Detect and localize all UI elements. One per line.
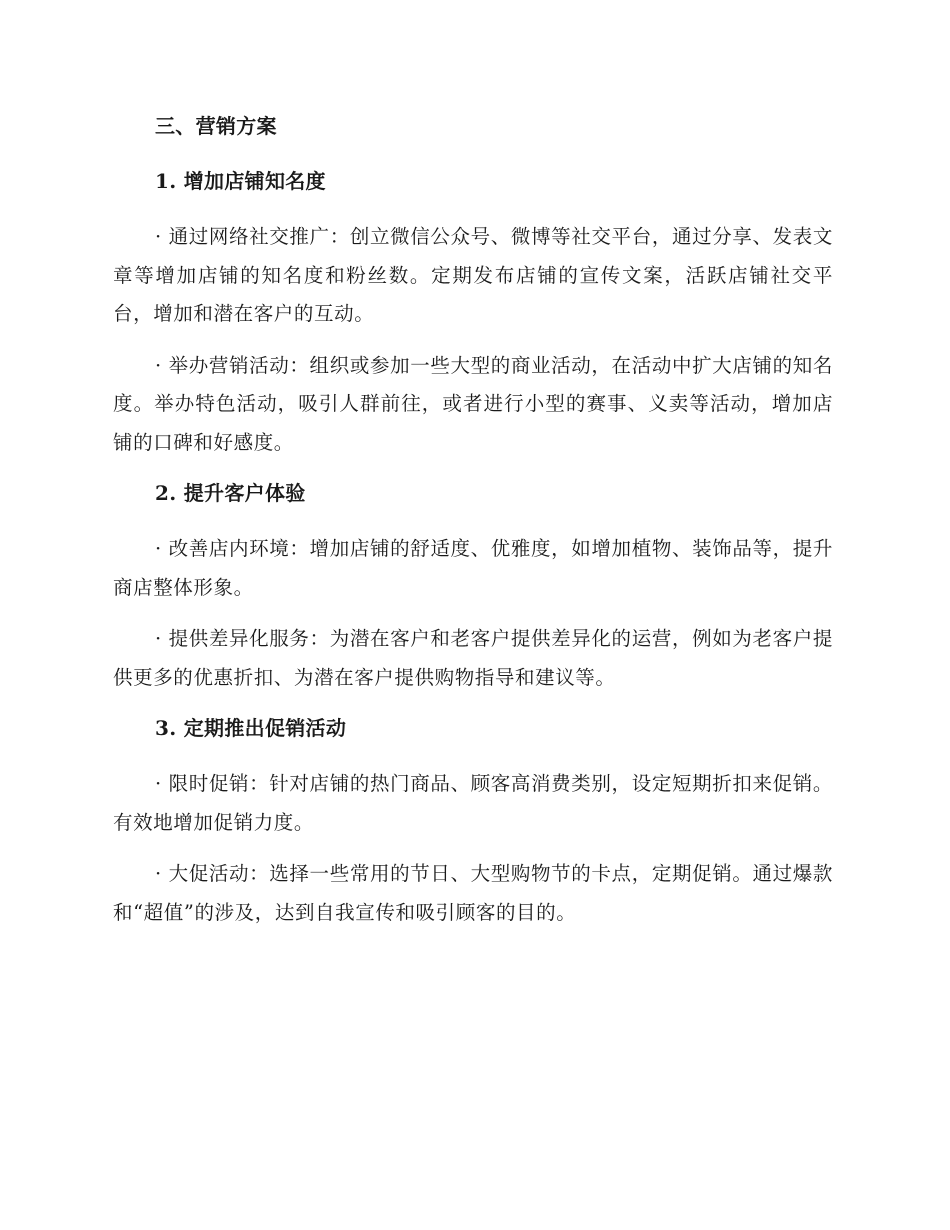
paragraph-social-promotion: · 通过网络社交推广：创立微信公众号、微博等社交平台，通过分享、发表文章等增加店铺的知名度和粉丝数。定期发布店铺的宣传文案，活跃店铺社交平台，增加和潜在客户的互动。 [113,225,833,325]
section-title: 三、营销方案 [155,114,277,138]
subsection-title-1: 1. 增加店铺知名度 [155,169,326,193]
paragraph-store-environment: · 改善店内环境：增加店铺的舒适度、优雅度，如增加植物、装饰品等，提升商店整体形象。 [113,537,833,599]
paragraph-marketing-events: · 举办营销活动：组织或参加一些大型的商业活动，在活动中扩大店铺的知名度。举办特色活动，吸引人群前往，或者进行小型的赛事、义卖等活动，增加店铺的口碑和好感度。 [113,353,833,454]
subsection-title-2: 2. 提升客户体验 [155,481,306,505]
paragraph-major-promotion: · 大促活动：选择一些常用的节日、大型购物节的卡点，定期促销。通过爆款和“超值”的涉及，达到自我宣传和吸引顾客的目的。 [113,862,833,924]
paragraph-limited-promotion: · 限时促销：针对店铺的热门商品、顾客高消费类别，设定短期折扣来促销。有效地增加促销力度。 [113,772,833,834]
subsection-title-3: 3. 定期推出促销活动 [155,716,347,740]
paragraph-differentiated-service: · 提供差异化服务：为潜在客户和老客户提供差异化的运营，例如为老客户提供更多的优惠折扣、为潜在客户提供购物指导和建议等。 [113,627,833,689]
document-page [113,108,833,945]
